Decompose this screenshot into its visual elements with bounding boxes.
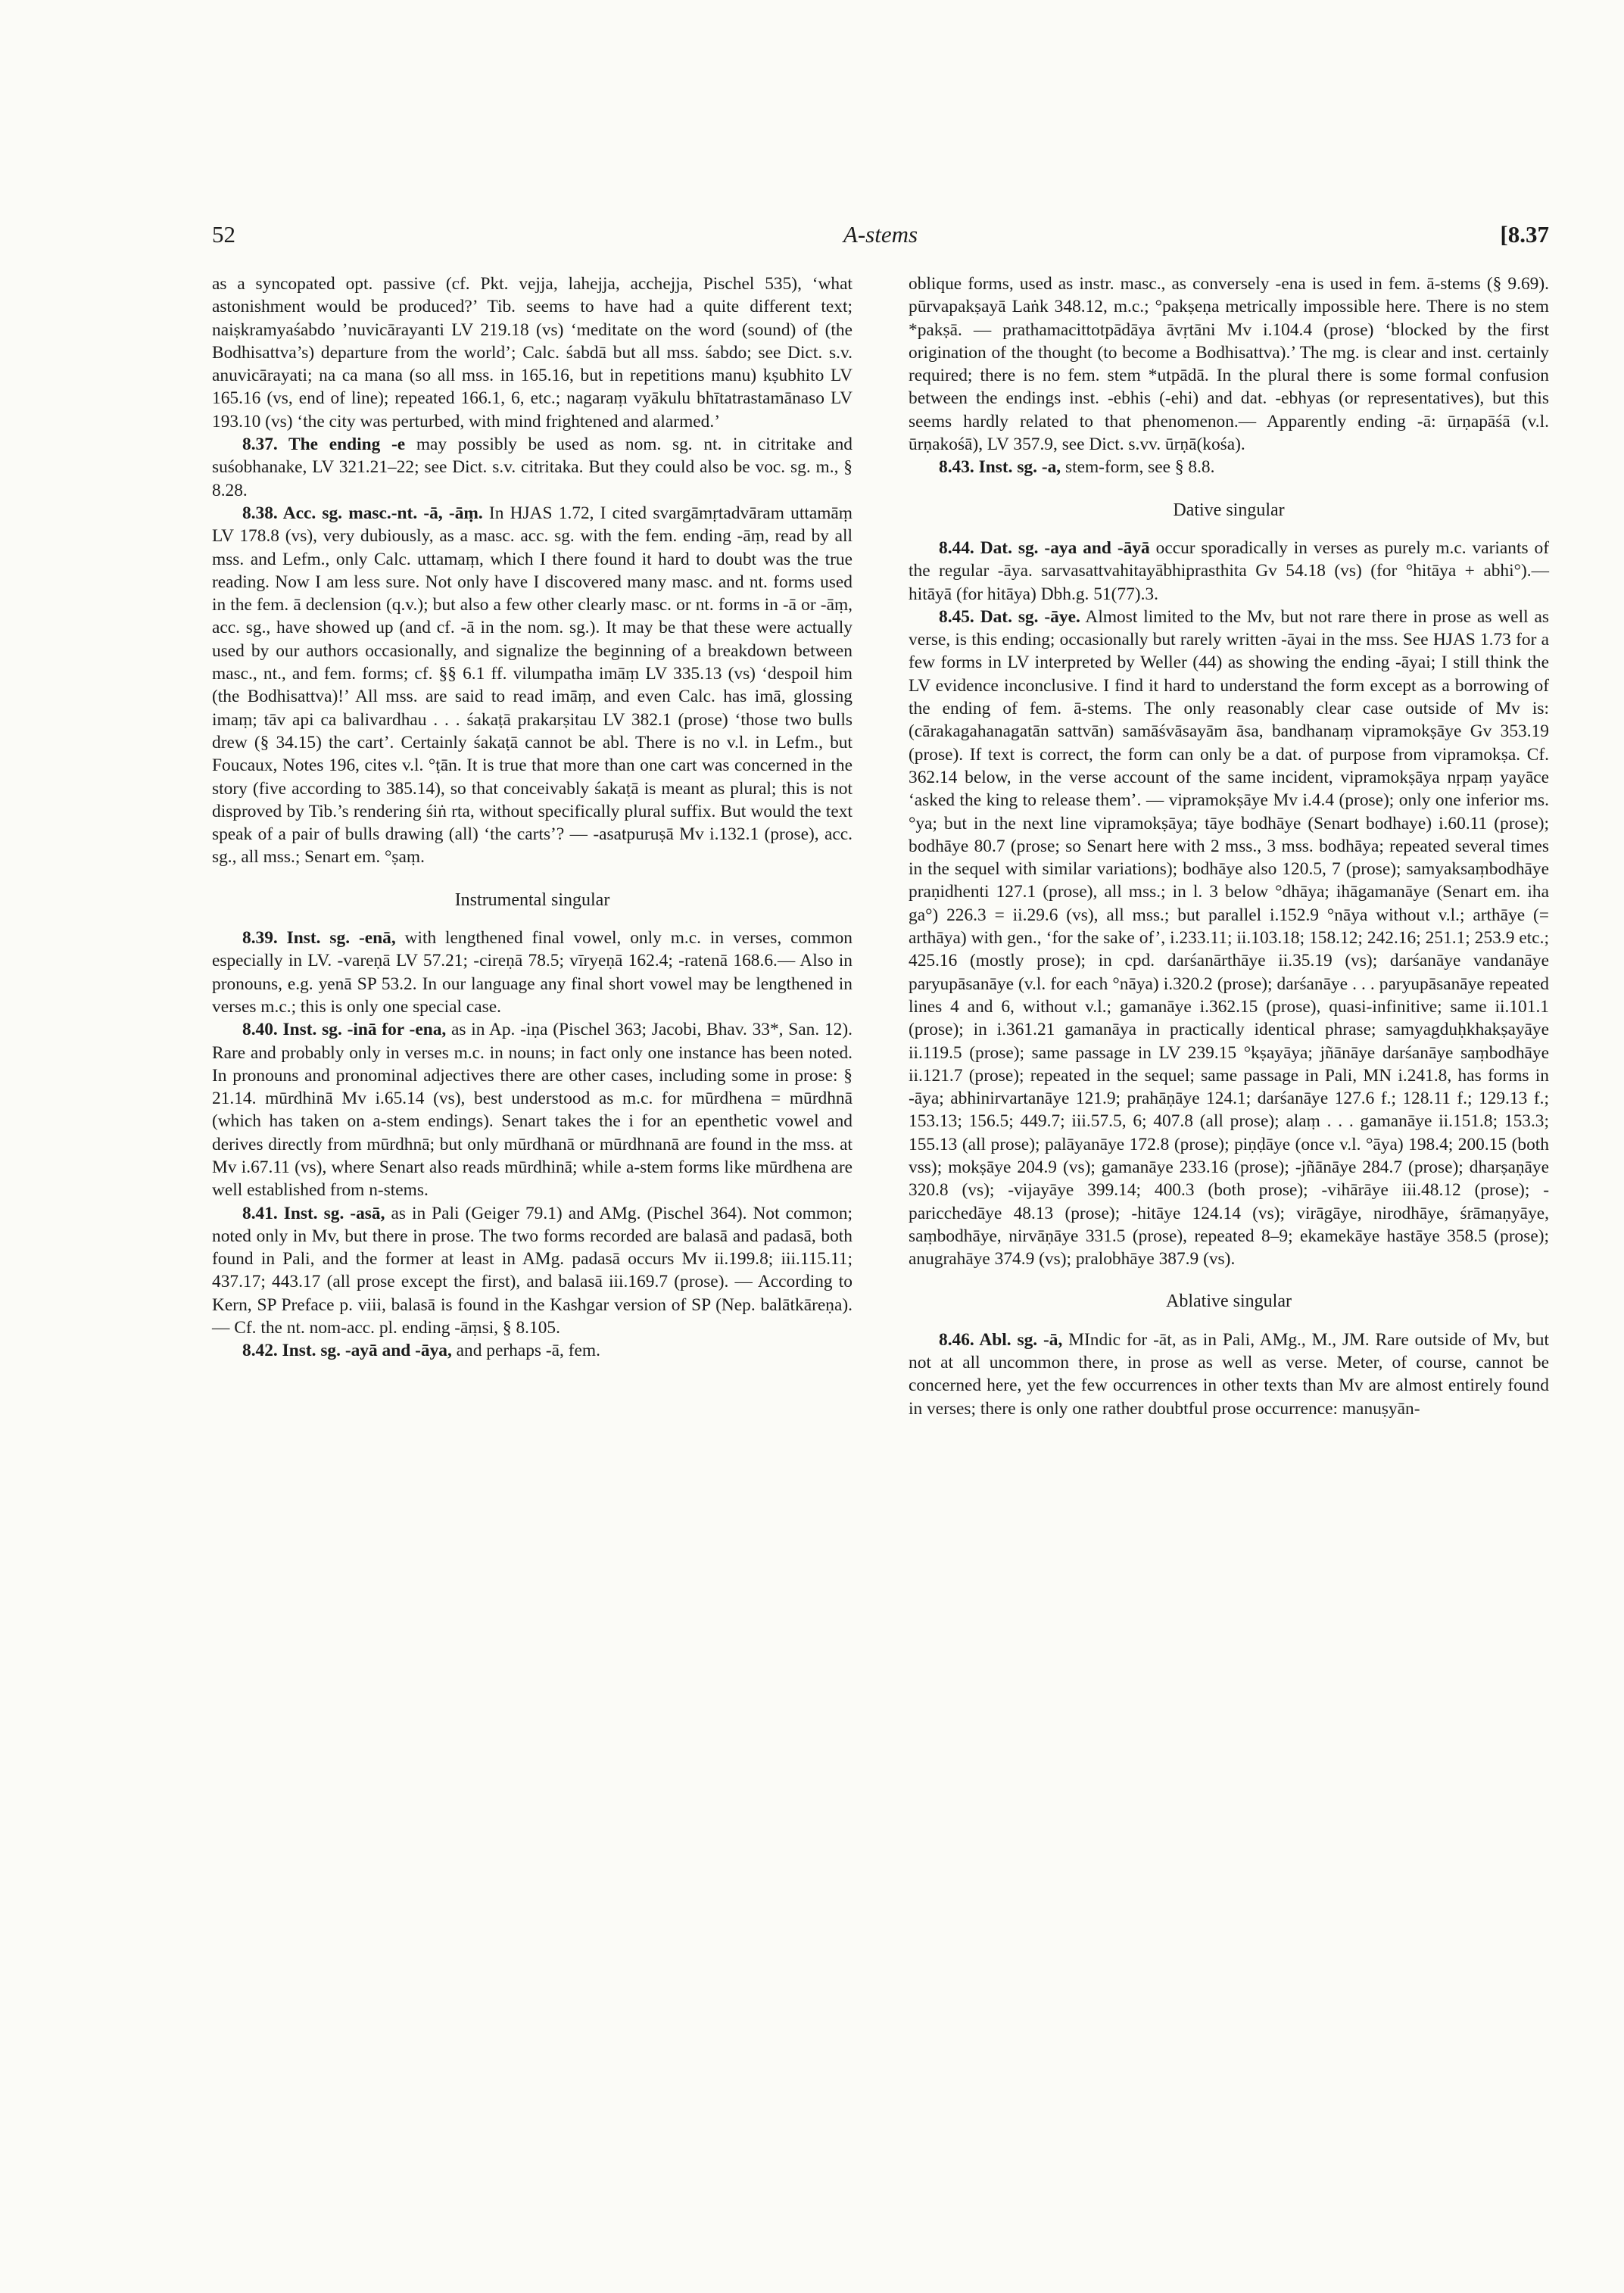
paragraph-8-37 bbox=[212, 433, 853, 502]
paragraph-text: MIndic for -āt, as in Pali, AMg., M., JM. Rare outside of Mv, but not at all uncommon there, in prose as well as verse. Meter, of course, cannot be concerned here, yet the few occurrences in other texts than Mv are almost entirely found in verses; there is only one rather doubtful prose occurrence: manuṣyān- bbox=[909, 1329, 1549, 1419]
paragraph-text: In HJAS 1.72, I cited svargāmṛtadvāram uttamāṃ LV 178.8 (vs), very dubiously, as a masc. acc. sg. with the fem. ending -āṃ, read by all mss. and Lefm., only Calc. uttamaṃ, which I there found it hard to doubt was the true reading. Now I am less sure. Not only have I discovered many masc. and nt. forms used in the fem. ā declension (q.v.); but also a few other clearly masc. or nt. forms in -ā or -āṃ, acc. sg., have showed up (and cf. -ā in the nom. sg.). It may be that these were actually used by our authors occasionally, and signalize the beginning of a breakdown between masc., nt., and fem. forms; cf. §§ 6.1 ff. vilumpatha imāṃ LV 335.13 (vs) ‘despoil him (the Bodhisattva)!’ All mss. are said to read imāṃ, and even Calc. has imā, glossing imaṃ; tāv api ca balivardhau . . . śakaṭā prakarṣitau LV 382.1 (prose) ‘those two bulls drew (§ 34.15) the cart’. Certainly śakaṭā cannot be abl. There is no v.l. in Lefm., but Foucaux, Notes 196, cites v.l. °ṭān. It is true that more than one cart was concerned in the story (five according to 385.14), so that conceivably śakaṭā is meant as plural; this is not disproved by Tib.’s rendering śiṅ rta, without specifically plural suffix. But would the text speak of a pair of bulls drawing (all) ‘the carts’? — -asatpuruṣā Mv i.132.1 (prose), acc. sg., all mss.; Senart em. °ṣaṃ. bbox=[212, 503, 853, 868]
paragraph-8-45 bbox=[909, 606, 1549, 1271]
section-heading-8-39: 8.39. Inst. sg. -enā, bbox=[242, 928, 396, 949]
paragraph-8-46 bbox=[909, 1329, 1549, 1420]
paragraph-8-38 bbox=[212, 502, 853, 869]
paragraph-text: and perhaps -ā, fem. bbox=[451, 1341, 600, 1361]
section-heading-8-38: 8.38. Acc. sg. masc.-nt. -ā, -āṃ. bbox=[242, 503, 483, 523]
section-heading-8-40: 8.40. Inst. sg. -inā for -ena, bbox=[242, 1020, 447, 1040]
section-heading-8-45: 8.45. Dat. sg. -āye. bbox=[939, 606, 1080, 627]
paragraph-continuation: oblique forms, used as instr. masc., as conversely -ena is used in fem. ā-stems (§ 9.69). pūrvapakṣayā Laṅk 348.12, m.c.; °pakṣeṇa metrically impossible here. There is no stem *pakṣā. — prathamacittotpādāya āvṛtāni Mv i.104.4 (prose) ‘blocked by the first origination of the thought (to become a Bodhisattva).’ The mg. is clear and inst. certainly required; there is no fem. stem *utpādā. In the plural there is some formal confusion between the endings inst. -ebhis (-ehi) and dat. -ebhyas (or representatives), but this seems hardly related to that phenomenon.— Apparently ending -ā: ūrṇapāśā (v.l. ūrṇakośā), LV 357.9, see Dict. s.vv. ūrṇā(kośa). bbox=[909, 274, 1549, 455]
paragraph-text: as in Pali (Geiger 79.1) and AMg. (Pischel 364). Not common; noted only in Mv, but there in prose. The two forms recorded are balasā and padasā, both found in Pali, and the former at least in AMg. padasā occurs Mv ii.199.8; iii.115.11; 437.17; 443.17 (all prose except the first), and balasā iii.169.7 (prose). — According to Kern, SP Preface p. viii, balasā is found in the Kashgar version of SP (Nep. balātkāreṇa). — Cf. the nt. nom-acc. pl. ending -āṃsi, § 8.105. bbox=[212, 1203, 853, 1338]
section-heading-8-37: 8.37. The ending -e bbox=[242, 435, 406, 455]
running-title: A-stems bbox=[843, 221, 918, 248]
paragraph-8-41 bbox=[212, 1202, 853, 1340]
left-column bbox=[212, 273, 853, 1363]
section-heading-8-42: 8.42. Inst. sg. -ayā and -āya, bbox=[242, 1341, 452, 1361]
paragraph-text: as in Ap. -iṇa (Pischel 363; Jacobi, Bhav. 33*, San. 12). Rare and probably only in verses m.c. in nouns; in fact only one instance has been noted. In pronouns and pronominal adjectives there are other cases, including some in prose: § 21.14. mūrdhinā Mv i.65.14 (vs), best understood as m.c. for mūrdhena = mūrdhnā (which has taken on a-stem endings). Senart takes the i for an epenthetic vowel and derives directly from mūrdhnā; but only mūrdhanā or mūrdhnanā are found in the mss. at Mv i.67.11 (vs), where Senart also reads mūrdhinā; while a-stem forms like mūrdhena are well established from n-stems. bbox=[212, 1020, 853, 1201]
page-number: 52 bbox=[212, 221, 235, 248]
paragraph-continuation: as a syncopated opt. passive (cf. Pkt. vejja, lahejja, acchejja, Pischel 535), ‘what astonishment would be produced?’ Tib. seems to have had a quite different text; naiṣkramyaśabdo ’nuvicārayanti LV 219.18 (vs) ‘meditate on the word (sound) of (the Bodhisattva’s) departure from the world’; Calc. śabdā but all mss. śabdo; see Dict. s.v. anuvicārayati; na ca mana (so all mss. in 165.16, but in repetitions manu) kṣubhito LV 165.16 (vs, end of line); repeated 166.1, 6, etc.; nagaraṃ vyākulu bhītatrastamānaso LV 193.10 (vs) ‘the city was perturbed, with mind frightened and alarmed.’ bbox=[212, 274, 853, 431]
paragraph-8-40 bbox=[212, 1018, 853, 1201]
paragraph-text: occur sporadically in verses as purely m.c. variants of the regular -āya. sarvasattvahitayābhiprasthita Gv 54.18 (vs) (for °hitāya + abhi°).—hitāyā (for hitāya) Dbh.g. 51(77).3. bbox=[909, 537, 1549, 604]
paragraph-text: with lengthened final vowel, only m.c. in verses, common especially in LV. -vareṇā LV 57.21; -cireṇā 78.5; vīryeṇā 162.4; -ratenā 168.6.— Also in pronouns, e.g. yenā SP 53.2. In our language any final short vowel may be lengthened in verses m.c.; this is only one special case. bbox=[212, 928, 853, 1017]
right-column bbox=[909, 273, 1549, 1420]
paragraph-8-44 bbox=[909, 537, 1549, 606]
paragraph-text: stem-form, see § 8.8. bbox=[1061, 457, 1215, 478]
subheading-dative-singular: Dative singular bbox=[1173, 500, 1285, 520]
paragraph-8-43 bbox=[909, 456, 1549, 478]
section-reference: [8.37 bbox=[1500, 221, 1549, 248]
section-heading-8-43: 8.43. Inst. sg. -a, bbox=[939, 457, 1061, 478]
paragraph-8-39 bbox=[212, 927, 853, 1018]
section-heading-8-41: 8.41. Inst. sg. -asā, bbox=[242, 1203, 385, 1223]
paragraph-text: Almost limited to the Mv, but not rare there in prose as well as verse, is this ending; occasionally but rarely written -āyai in the mss. See HJAS 1.73 for a few forms in LV interpreted by Weller (44) as showing the ending -āyai; I still think the LV evidence inconclusive. I find it hard to understand the form except as a borrowing of the ending of fem. ā-stems. The only reasonably clear case outside of Mv is: (cārakagahanagatān sattvān) samāśvāsayām āsa, bandhanaṃ vipramokṣāye Gv 353.19 (prose). If text is correct, the form can only be a dat. of purpose from vipramokṣa. Cf. 362.14 below, in the verse account of the same incident, vipramokṣāya nṛpaṃ yayāce ‘asked the king to release them’. — vipramokṣāye Mv i.4.4 (prose); only one inferior ms. °ya; but in the next line vipramokṣāya; tāye bodhāye (Senart bodhaye) i.60.11 (prose); bodhāye 80.7 (prose; so Senart here with 2 mss., 3 mss. bodhāya; repeated several times in the sequel with similar variations); bodhāye also 120.5, 7 (prose); samyaksaṃbodhāye praṇidhenti 127.1 (prose), all mss.; in l. 3 below °dhāya; ihāgamanāye (Senart em. iha ga°) 226.3 = ii.29.6 (vs), all mss.; but parallel i.152.9 °nāya without v.l.; arthāye (= arthāya) with gen., ‘for the sake of’, i.233.11; ii.103.18; 158.12; 242.16; 251.1; 253.9 etc.; 425.16 (mostly prose); in cpd. darśanārthāye ii.35.19 (vs); darśanāye vandanāye paryupāsanāye (v.l. for each °nāya) i.320.2 (prose); darśanāye . . . paryupāsanāye repeated lines 4 and 6, without v.l.; gamanāye i.362.15 (prose), quasi-infinitive; same ii.101.1 (prose); in i.361.21 gamanāya in practically identical phrase; samyagduḥkhakṣayāye ii.119.5 (prose); same passage in LV 239.15 °kṣayāya; jñānāye darśanāye saṃbodhāye ii.121.7 (prose); repeated in the sequel; same passage in Pali, MN i.241.8, has forms in -āya; abhinirvartanāye 121.9; prahāṇāye 124.1; darśanāye 127.6 f.; 128.11 f.; 129.13 f.; 153.13; 156.5; 449.7; iii.57.5, 6; 407.8 (all prose); alaṃ . . . gamanāye ii.151.8; 153.3; 155.13 (all prose); palāyanāye 172.8 (prose); piṇḍāye (once v.l. °āya) 198.4; 200.15 (both vss); mokṣāye 204.9 (vs); gamanāye 233.16 (prose); -jñānāye 284.7 (prose); dharṣaṇāye 320.8 (vs); -vijayāye 399.14; 400.3 (both prose); -vihārāye iii.48.12 (prose); -paricchedāye 48.13 (prose); -hitāye 124.14 (vs); virāgāye, nirodhāye, śrāmaṇyāye, saṃbodhāye, nirvāṇāye 331.5 (prose), repeated 8–9; ekamekāye hastāye 358.5 (prose); anugrahāye 374.9 (vs); pralobhāye 387.9 (vs). bbox=[909, 606, 1550, 1270]
paragraph-text: may possibly be used as nom. sg. nt. in citritake and suśobhanake, LV 321.21–22; see Dict. s.v. citritaka. But they could also be voc. sg. m., § 8.28. bbox=[212, 435, 853, 500]
section-heading-8-46: 8.46. Abl. sg. -ā, bbox=[939, 1329, 1063, 1350]
paragraph-8-42 bbox=[212, 1339, 853, 1362]
page-header bbox=[212, 221, 1549, 259]
subheading-instrumental-singular: Instrumental singular bbox=[454, 889, 610, 910]
subheading-ablative-singular: Ablative singular bbox=[1166, 1291, 1292, 1312]
section-heading-8-44: 8.44. Dat. sg. -aya and -āyā bbox=[939, 537, 1150, 558]
